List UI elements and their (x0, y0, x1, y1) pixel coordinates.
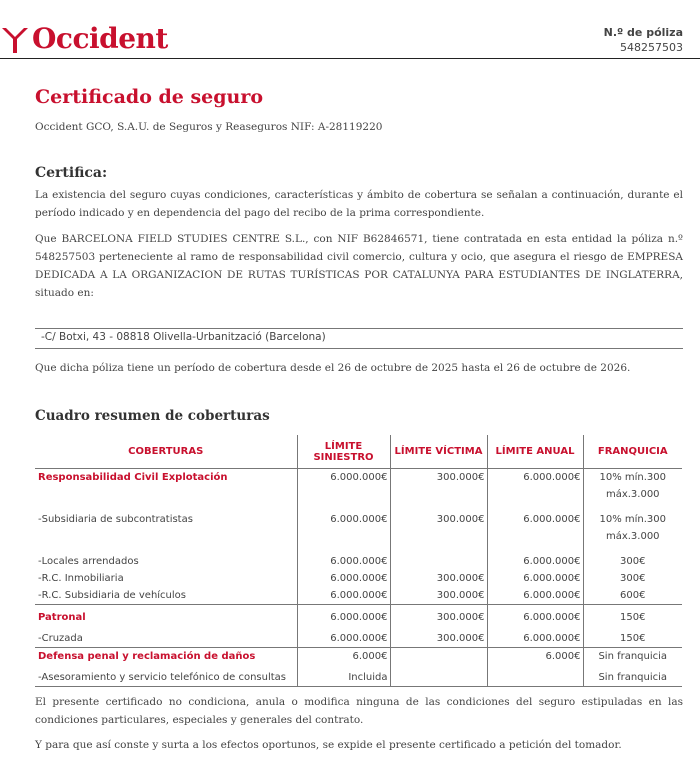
col-header-limite-anual: LÍMITE ANUAL (487, 435, 583, 469)
limite-victima: 300.000€ (390, 605, 487, 627)
coverage-name: Defensa penal y reclamación de daños (35, 648, 297, 666)
limite-siniestro: 6.000.000€ (297, 587, 390, 605)
franquicia: 150€ (583, 605, 682, 627)
limite-victima: 300.000€ (390, 469, 487, 512)
table-row (35, 553, 682, 570)
limite-victima: 300.000€ (390, 511, 487, 553)
coverage-header-row (35, 435, 682, 469)
coverage-name: -Subsidiaria de subcontratistas (38, 514, 193, 525)
limite-siniestro: 6.000.000€ (297, 553, 390, 570)
franquicia: 10% mín.300 máx.3.000 (583, 511, 682, 553)
table-row (35, 626, 682, 648)
limite-victima (390, 648, 487, 666)
limite-anual: 6.000.000€ (487, 587, 583, 605)
certifica-paragraph-2: Que BARCELONA FIELD STUDIES CENTRE S.L., con NIF B62846571, tiene contratada en esta entidad la póliza n.º 548257503 perteneciente al ramo de responsabilidad civil comercio, cultura y ocio, que asegura el riesgo de EMPRESA DEDICADA A LA ORGANIZACION DE RUTAS TURÍSTICAS POR CATALUNYA PARA ESTUDIANTES DE INGLATERRA, situado en: (35, 233, 683, 299)
limite-siniestro: 6.000.000€ (297, 570, 390, 587)
coverage-name: -Asesoramiento y servicio telefónico de consultas (35, 665, 297, 687)
limite-anual: 6.000.000€ (487, 553, 583, 570)
col-header-limite-siniestro: LÍMITE SINIESTRO (297, 435, 390, 469)
table-row (35, 511, 682, 553)
coverage-heading: Cuadro resumen de coberturas (35, 408, 270, 424)
table-row (35, 469, 682, 512)
disclaimer-paragraph: El presente certificado no condiciona, anula o modifica ninguna de las condiciones del seguro estipuladas en las condiciones particulares, especiales y generales del contrato. (35, 696, 683, 726)
table-row (35, 605, 682, 627)
limite-siniestro: Incluida (297, 665, 390, 687)
franquicia: 300€ (583, 570, 682, 587)
franquicia: 150€ (583, 626, 682, 648)
closing-paragraph: Y para que así conste y surta a los efectos oportunos, se expide el presente certificado a petición del tomador. (35, 739, 622, 751)
limite-siniestro: 6.000.000€ (297, 511, 390, 553)
limite-victima: 300.000€ (390, 570, 487, 587)
policy-info (604, 25, 683, 55)
coverage-name: Patronal (35, 605, 297, 627)
table-row (35, 587, 682, 605)
limite-siniestro: 6.000.000€ (297, 605, 390, 627)
limite-anual (487, 665, 583, 687)
limite-siniestro: 6.000.000€ (297, 626, 390, 648)
franquicia: 10% mín.300 máx.3.000 (583, 469, 682, 512)
coverage-name: -Locales arrendados (38, 556, 139, 567)
limite-anual: 6.000.000€ (487, 469, 583, 512)
franquicia: 300€ (583, 553, 682, 570)
occident-logo (2, 22, 168, 56)
limite-victima: 300.000€ (390, 626, 487, 648)
limite-victima: 300.000€ (390, 587, 487, 605)
limite-victima (390, 553, 487, 570)
table-row (35, 648, 682, 666)
franquicia: Sin franquicia (583, 648, 682, 666)
col-header-franquicia: FRANQUICIA (583, 435, 682, 469)
policy-label: N.º de póliza (603, 26, 683, 39)
limite-anual: 6.000€ (487, 648, 583, 666)
certifica-paragraph-1: La existencia del seguro cuyas condiciones, características y ámbito de cobertura se señalan a continuación, durante el período indicado y en dependencia del pago del recibo de la prima correspondiente. (35, 189, 683, 219)
limite-siniestro: 6.000.000€ (297, 469, 390, 512)
table-row (35, 570, 682, 587)
coverage-table (35, 435, 682, 687)
limite-anual: 6.000.000€ (487, 626, 583, 648)
risk-address: -C/ Botxi, 43 - 08818 Olivella-Urbanització (Barcelona) (41, 331, 326, 343)
address-bottom-rule (35, 348, 683, 349)
page-title: Certificado de seguro (35, 86, 264, 108)
limite-victima (390, 665, 487, 687)
coverage-name: -R.C. Subsidiaria de vehículos (38, 590, 186, 601)
limite-anual: 6.000.000€ (487, 605, 583, 627)
coverage-name: -Cruzada (38, 633, 83, 644)
issuer-line: Occident GCO, S.A.U. de Seguros y Reaseguros NIF: A-28119220 (35, 121, 383, 133)
certifica-heading: Certifica: (35, 165, 108, 181)
limite-anual: 6.000.000€ (487, 511, 583, 553)
franquicia: 600€ (583, 587, 682, 605)
header-divider (0, 58, 700, 59)
limite-siniestro: 6.000€ (297, 648, 390, 666)
coverage-name: -R.C. Inmobiliaria (38, 573, 124, 584)
col-header-limite-victima: LÍMITE VÍCTIMA (390, 435, 487, 469)
occident-bird-icon (2, 24, 28, 54)
col-header-coberturas: COBERTURAS (35, 435, 297, 469)
limite-anual: 6.000.000€ (487, 570, 583, 587)
address-top-rule (35, 328, 683, 329)
policy-number: 548257503 (620, 41, 683, 54)
brand-name: Occident (32, 22, 168, 55)
coverage-period: Que dicha póliza tiene un período de cobertura desde el 26 de octubre de 2025 hasta el 26 de octubre de 2026. (35, 362, 631, 374)
coverage-name: Responsabilidad Civil Explotación (38, 472, 228, 483)
franquicia: Sin franquicia (583, 665, 682, 687)
table-row (35, 665, 682, 687)
